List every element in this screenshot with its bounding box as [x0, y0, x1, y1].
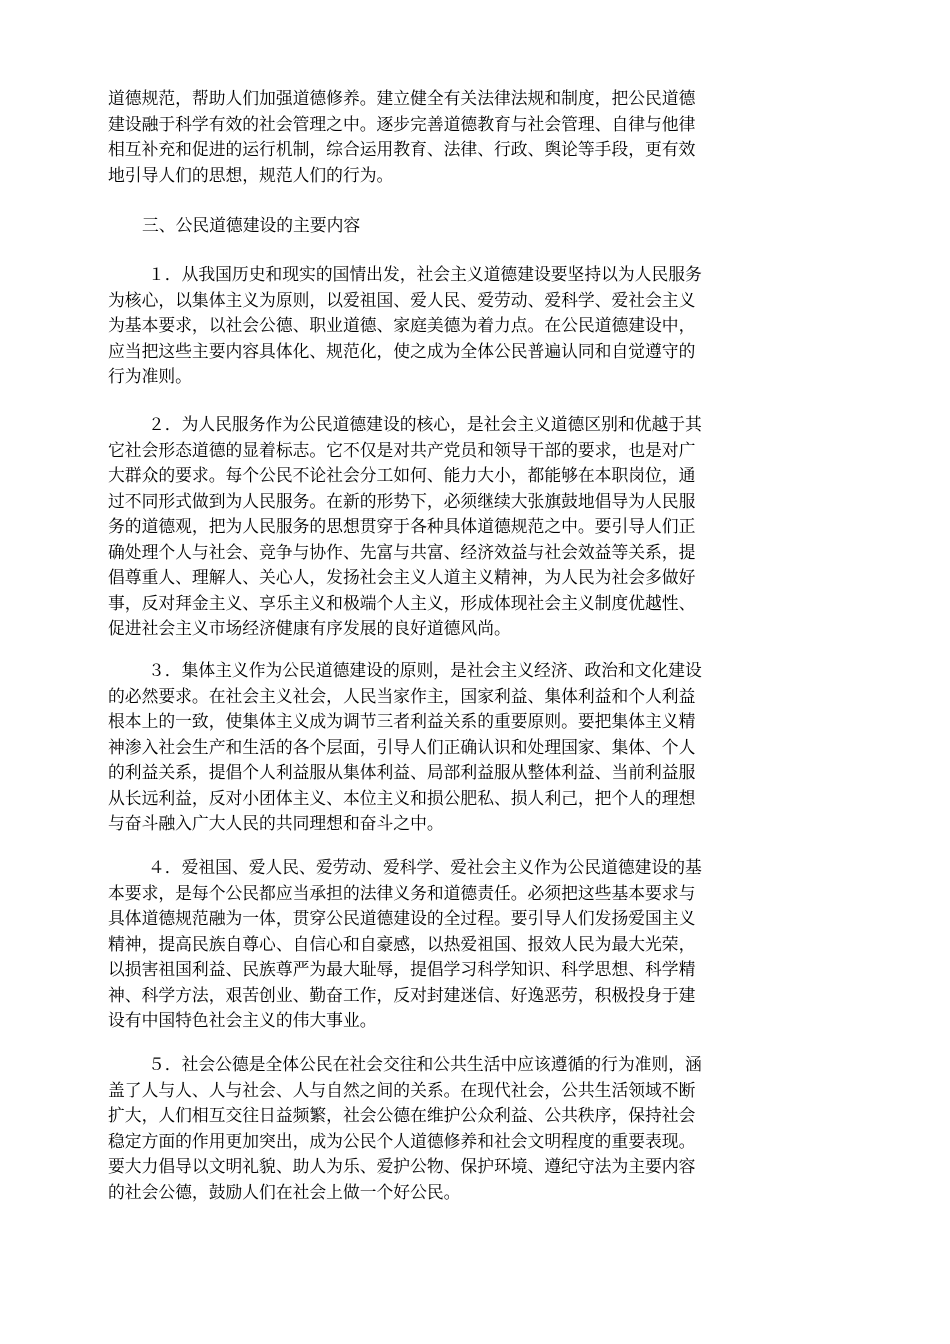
text-line: 大群众的要求。每个公民不论社会分工如何、能力大小，都能够在本职岗位，通 — [108, 465, 696, 485]
text-line: 应当把这些主要内容具体化、规范化，使之成为全体公民普遍认同和自觉遵守的 — [108, 340, 696, 361]
paragraph-1 — [108, 262, 780, 390]
text-line: 相互补充和促进的运行机制，综合运用教育、法律、行政、舆论等手段，更有效 — [108, 139, 696, 159]
text-line: 以损害祖国利益、民族尊严为最大耻辱，提倡学习科学知识、科学思想、科学精 — [108, 959, 696, 979]
text-line: 设有中国特色社会主义的伟大事业。 — [108, 1010, 377, 1030]
text-line: 道德规范，帮助人们加强道德修养。建立健全有关法律法规和制度，把公民道德 — [108, 88, 696, 108]
text-line: 它社会形态道德的显着标志。它不仅是对共产党员和领导干部的要求，也是对广 — [108, 439, 696, 460]
text-line: 地引导人们的思想，规范人们的行为。 — [108, 164, 394, 185]
text-line: 与奋斗融入广大人民的共同理想和奋斗之中。 — [108, 813, 444, 833]
text-line: 神、科学方法，艰苦创业、勤奋工作，反对封建迷信、好逸恶劳，积极投身于建 — [108, 984, 696, 1005]
paragraph-3 — [108, 658, 780, 837]
text-line: 行为准则。 — [108, 366, 192, 386]
text-line: 要大力倡导以文明礼貌、助人为乐、爱护公物、保护环境、遵纪守法为主要内容 — [108, 1156, 696, 1176]
text-line: 精神，提高民族自尊心、自信心和自豪感，以热爱祖国、报效人民为最大光荣， — [108, 933, 696, 954]
text-line: 从长远利益，反对小团体主义、本位主义和损公肥私、损人利己，把个人的理想 — [108, 787, 696, 808]
text-line: 过不同形式做到为人民服务。在新的形势下，必须继续大张旗鼓地倡导为人民服 — [108, 490, 696, 511]
text-line: 的利益关系，提倡个人利益服从集体利益、局部利益服从整体利益、当前利益服 — [108, 762, 696, 782]
text-line: 建设融于科学有效的社会管理之中。逐步完善道德教育与社会管理、自律与他律 — [108, 113, 696, 134]
text-line: 为核心，以集体主义为原则，以爱祖国、爱人民、爱劳动、爱科学、爱社会主义 — [108, 289, 696, 310]
text-line: 确处理个人与社会、竞争与协作、先富与共富、经济效益与社会效益等关系，提 — [108, 541, 696, 562]
text-line: 为基本要求，以社会公德、职业道德、家庭美德为着力点。在公民道德建设中， — [108, 315, 696, 335]
text-line: 倡尊重人、理解人、关心人，发扬社会主义人道主义精神，为人民为社会多做好 — [108, 567, 696, 587]
text-line: 稳定方面的作用更加突出，成为公民个人道德修养和社会文明程度的重要表现。 — [108, 1130, 696, 1151]
section-heading: 三、公民道德建设的主要内容 — [142, 215, 361, 235]
text-line: 盖了人与人、人与社会、人与自然之间的关系。在现代社会，公共生活领域不断 — [108, 1079, 696, 1100]
text-line: ５．社会公德是全体公民在社会交往和公共生活中应该遵循的行为准则，涵 — [148, 1054, 702, 1074]
text-line: 神渗入社会生产和生活的各个层面，引导人们正确认识和处理国家、集体、个人 — [108, 736, 696, 757]
text-line: １．从我国历史和现实的国情出发，社会主义道德建设要坚持以为人民服务 — [148, 264, 702, 284]
text-line: ４．爱祖国、爱人民、爱劳动、爱科学、爱社会主义作为公民道德建设的基 — [148, 857, 702, 877]
paragraph-2 — [108, 412, 780, 642]
text-line: ３．集体主义作为公民道德建设的原则，是社会主义经济、政治和文化建设 — [148, 660, 702, 680]
paragraph-5 — [108, 1052, 780, 1205]
text-line: 的社会公德，鼓励人们在社会上做一个好公民。 — [108, 1181, 461, 1202]
text-line: 根本上的一致，使集体主义成为调节三者利益关系的重要原则。要把集体主义精 — [108, 711, 696, 731]
text-line: 务的道德观，把为人民服务的思想贯穿于各种具体道德规范之中。要引导人们正 — [108, 516, 696, 536]
text-line: 促进社会主义市场经济健康有序发展的良好道德风尚。 — [108, 618, 511, 638]
text-line: 的必然要求。在社会主义社会，人民当家作主，国家利益、集体利益和个人利益 — [108, 685, 696, 706]
intro-paragraph — [108, 86, 780, 188]
section-heading-block — [108, 213, 780, 239]
text-line: ２．为人民服务作为公民道德建设的核心，是社会主义道德区别和优越于其 — [148, 414, 702, 434]
text-line: 扩大，人们相互交往日益频繁，社会公德在维护公众利益、公共秩序，保持社会 — [108, 1105, 696, 1125]
text-line: 具体道德规范融为一体，贯穿公民道德建设的全过程。要引导人们发扬爱国主义 — [108, 908, 696, 928]
paragraph-4 — [108, 855, 780, 1034]
text-line: 本要求，是每个公民都应当承担的法律义务和道德责任。必须把这些基本要求与 — [108, 882, 696, 903]
text-line: 事，反对拜金主义、享乐主义和极端个人主义，形成体现社会主义制度优越性、 — [108, 592, 696, 613]
